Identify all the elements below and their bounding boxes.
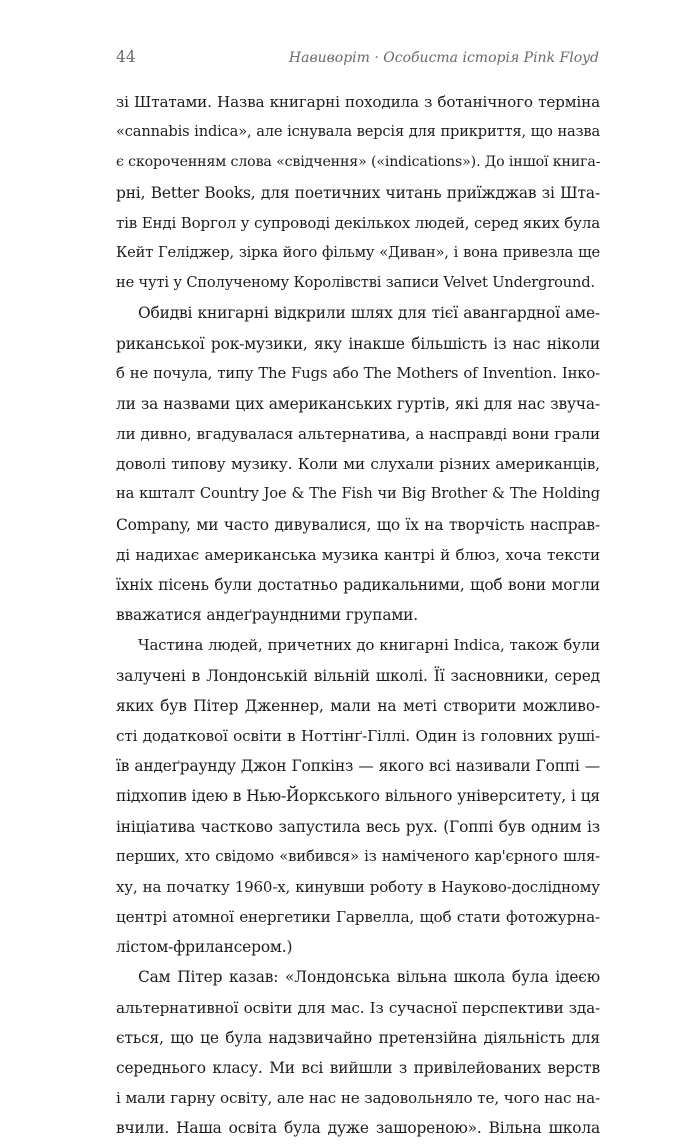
text-line: сті додаткової освіти в Ноттінґ-Гіллі. Один із головних руші- xyxy=(116,726,600,745)
text-line: вчили. Наша освіта була дуже зашореною». Вільна школа xyxy=(116,1119,600,1138)
text-line: залучені в Лондонській вільній школі. Її засновники, серед xyxy=(116,666,600,685)
text-line: доволі типову музику. Коли ми слухали різних американців, xyxy=(116,455,600,474)
text-line: і мали гарну освіту, але нас не задовольняло те, чого нас на- xyxy=(116,1089,600,1108)
text-line: ли дивно, вгадувалася альтернатива, а насправді вони грали xyxy=(116,425,600,444)
text-line: не чуті у Сполученому Королівстві записи Velvet Underground. xyxy=(116,274,595,292)
text-line: їв андеґраунду Джон Гопкінз — якого всі називали Гоппі — xyxy=(116,757,600,776)
text-line: ється, що це була надзвичайно претензійна діяльність для xyxy=(116,1028,600,1047)
text-line: б не почула, типу The Fugs або The Mothers of Invention. Інко- xyxy=(116,364,600,382)
text-line: центрі атомної енергетики Гарвелла, щоб стати фотожурна- xyxy=(116,908,600,927)
text-line: підхопив ідею в Нью-Йоркського вільного університету, і ця xyxy=(116,787,600,806)
text-line: Частина людей, причетних до книгарні Indica, також були xyxy=(138,636,600,655)
text-line: ді надихає американська музика кантрі й блюз, хоча тексти xyxy=(116,545,600,564)
text-line: тів Енді Воргол у супроводі декількох людей, серед яких була xyxy=(116,213,600,232)
running-head xyxy=(116,48,599,70)
text-line: ініціатива частково запустила весь рух. (Гоппі був одним із xyxy=(116,817,600,836)
text-line: на кшталт Country Joe & The Fish чи Big Brother & The Holding xyxy=(116,485,600,503)
text-line: ли за назвами цих американських гуртів, які для нас звуча- xyxy=(116,394,600,413)
text-line: яких був Пітер Дженнер, мали на меті створити можливо- xyxy=(116,696,600,715)
text-line: зі Штатами. Назва книгарні походила з ботанічного терміна xyxy=(116,93,600,111)
page-number: 44 xyxy=(116,48,136,66)
text-line: є скороченням слова «свідчення» («indications»). До іншої книга- xyxy=(116,154,600,171)
text-line: Обидві книгарні відкрили шлях для тієї авангардної аме- xyxy=(138,304,600,323)
text-line: середнього класу. Ми всі вийшли з привілейованих верств xyxy=(116,1059,600,1077)
text-line: Кейт Геліджер, зірка його фільму «Диван», і вона привезла ще xyxy=(116,243,600,261)
text-line: «cannabis indica», але існувала версія для прикриття, що назва xyxy=(116,123,600,141)
text-line: Company, ми часто дивувалися, що їх на творчість насправ- xyxy=(116,515,600,534)
text-line: альтернативної освіти для мас. Із сучасної перспективи зда- xyxy=(116,998,600,1017)
text-line: рні, Better Books, для поетичних читань приїжджав зі Шта- xyxy=(116,183,600,202)
body-text xyxy=(116,87,600,1144)
running-title: Навиворіт · Особиста історія Pink Floyd xyxy=(288,50,599,66)
text-line: перших, хто свідомо «вибився» із наміченого кар'єрного шля- xyxy=(116,847,600,865)
text-line: їхніх пісень були достатньо радикальними, щоб вони могли xyxy=(116,576,600,594)
text-line: Сам Пітер казав: «Лондонська вільна школа була ідеєю xyxy=(138,968,600,987)
text-line: ху, на початку 1960-х, кинувши роботу в Науково-дослідному xyxy=(116,877,600,896)
text-line: лістом-фрилансером.) xyxy=(116,938,293,957)
text-line: риканської рок-музики, яку інакше більшість із нас ніколи xyxy=(116,334,600,353)
text-line: вважатися андеґраундними групами. xyxy=(116,606,419,625)
